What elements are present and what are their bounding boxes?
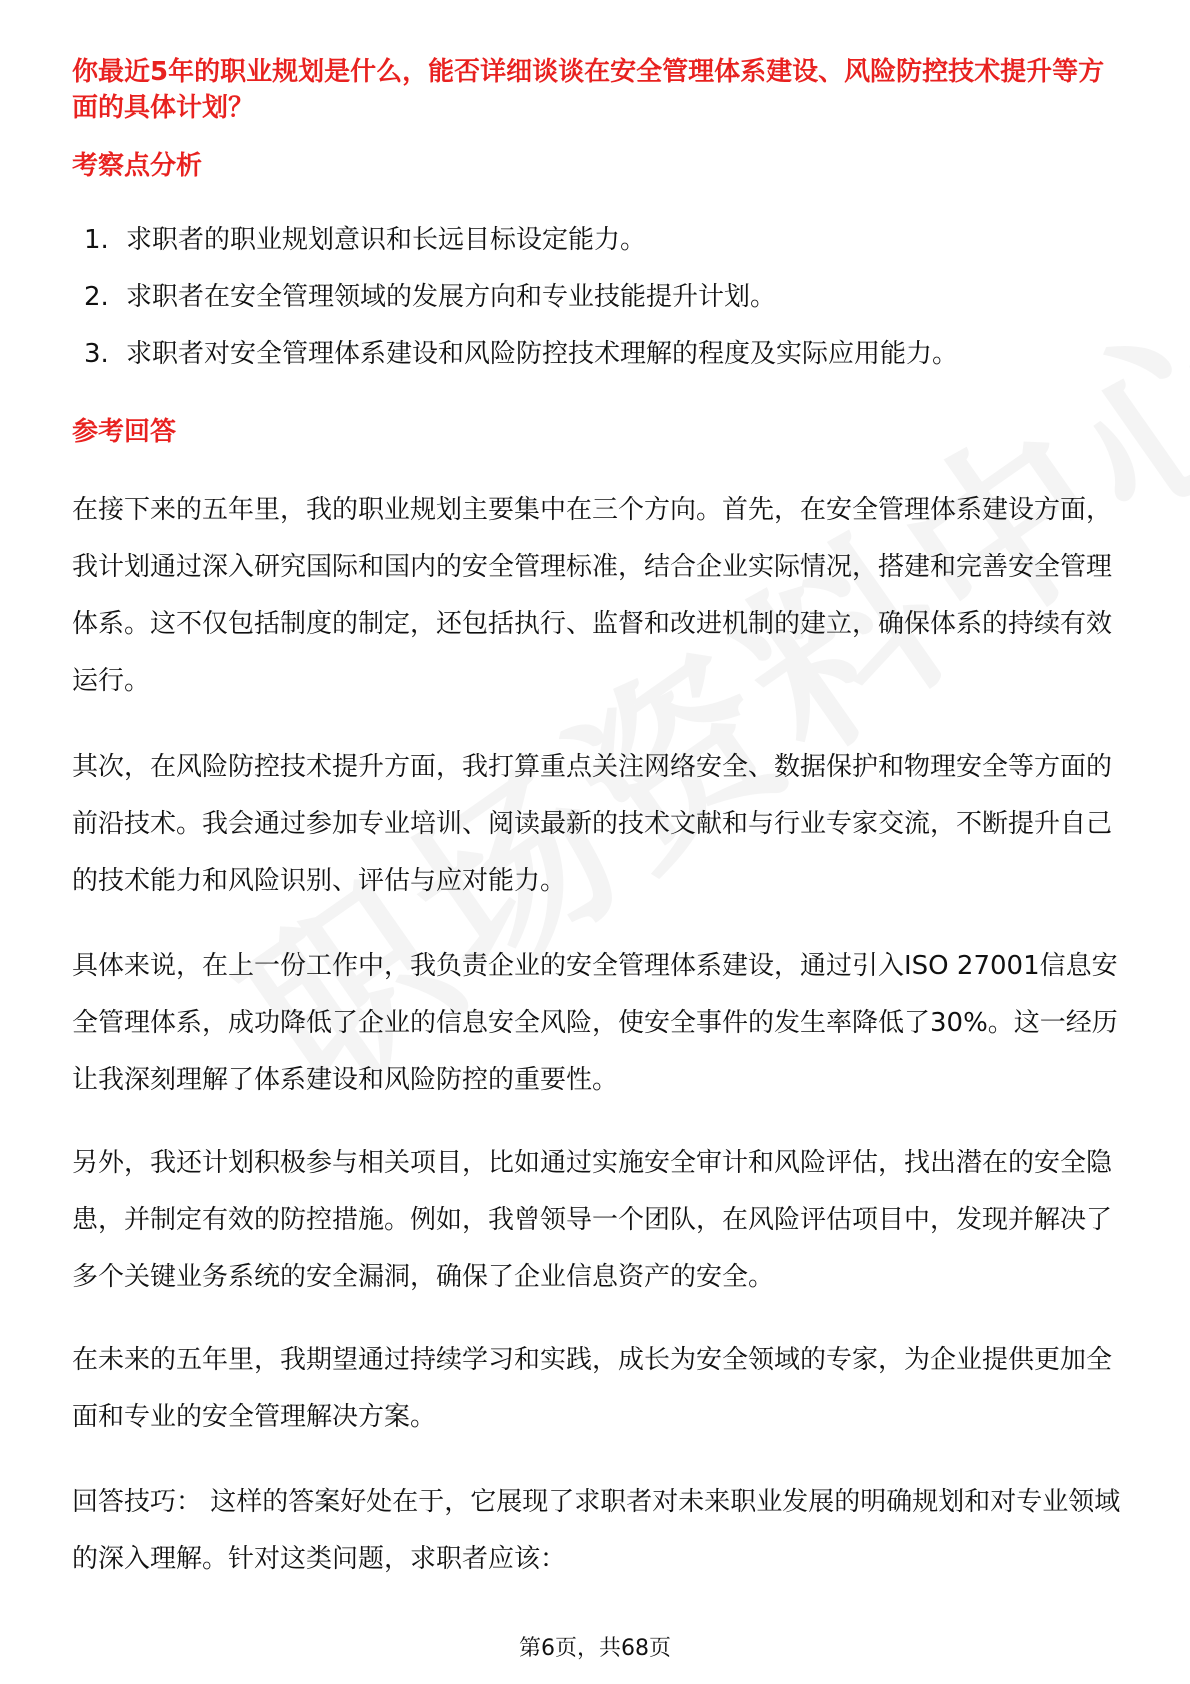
answer-heading: 参考回答 (72, 417, 177, 447)
list-item (84, 279, 1124, 315)
analysis-heading: 考察点分析 (72, 151, 203, 181)
list-item (84, 336, 1124, 372)
list-item-text: 求职者的职业规划意识和长远目标设定能力。 (126, 225, 647, 255)
list-item-text: 求职者对安全管理体系建设和风险防控技术理解的程度及实际应用能力。 (126, 339, 959, 369)
question-title: 你最近5年的职业规划是什么，能否详细谈谈在安全管理体系建设、风险防控技术提升等方面的具体计划？ (72, 57, 1105, 123)
answer-paragraph: 在未来的五年里，我期望通过持续学习和实践，成长为安全领域的专家，为企业提供更加全面和专业的安全管理解决方案。 (72, 1345, 1113, 1432)
answer-paragraph: 其次，在风险防控技术提升方面，我打算重点关注网络安全、数据保护和物理安全等方面的前沿技术。我会通过参加专业培训、阅读最新的技术文献和与行业专家交流，不断提升自己的技术能力和风险识别、评估与应对能力。 (72, 752, 1113, 896)
answer-paragraph: 在接下来的五年里，我的职业规划主要集中在三个方向。首先，在安全管理体系建设方面，我计划通过深入研究国际和国内的安全管理标准，结合企业实际情况，搭建和完善安全管理体系。这不仅包括制度的制定，还包括执行、监督和改进机制的建立，确保体系的持续有效运行。 (72, 495, 1113, 696)
page-number-footer: 第6页，共68页 (519, 1636, 671, 1661)
analysis-points-list (84, 222, 1124, 393)
list-item-text: 求职者在安全管理领域的发展方向和专业技能提升计划。 (126, 282, 777, 312)
answer-paragraph: 具体来说，在上一份工作中，我负责企业的安全管理体系建设，通过引入ISO 27001信息安全管理体系，成功降低了企业的信息安全风险，使安全事件的发生率降低了30%。这一经历让我深刻理解了体系建设和风险防控的重要性。 (72, 951, 1118, 1095)
list-item-number: 3. (84, 339, 109, 369)
list-item-number: 1. (84, 225, 109, 255)
list-item-number: 2. (84, 282, 109, 312)
answer-paragraph: 另外，我还计划积极参与相关项目，比如通过实施安全审计和风险评估，找出潜在的安全隐患，并制定有效的防控措施。例如，我曾领导一个团队，在风险评估项目中，发现并解决了多个关键业务系统的安全漏洞，确保了企业信息资产的安全。 (72, 1148, 1113, 1292)
answer-tips-paragraph: 回答技巧： 这样的答案好处在于，它展现了求职者对未来职业发展的明确规划和对专业领域的深入理解。针对这类问题，求职者应该： (72, 1487, 1121, 1574)
list-item (84, 222, 1124, 258)
